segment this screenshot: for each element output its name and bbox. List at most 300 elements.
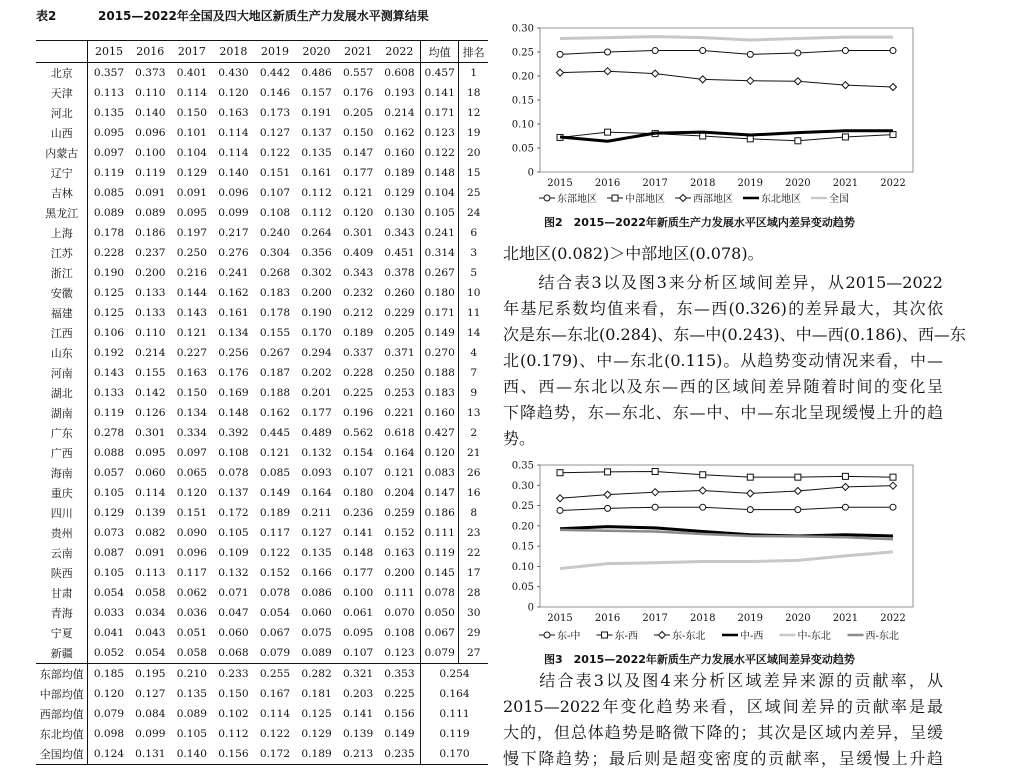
table-row	[36, 423, 488, 443]
value-cell: 0.228	[342, 367, 374, 379]
region-name: 江西	[36, 323, 88, 343]
value-cell: 0.084	[135, 708, 166, 720]
figure-3-chart	[503, 455, 943, 647]
legend-marker	[544, 632, 550, 638]
value-cell: 0.130	[384, 207, 415, 219]
region-name: 贵州	[36, 523, 88, 543]
data-point	[557, 69, 564, 76]
y-tick-label: 0.25	[511, 501, 534, 513]
value-cell: 0.294	[301, 347, 332, 359]
rank-cell: 21	[459, 443, 488, 463]
value-cell: 0.170	[420, 744, 488, 765]
value-cell: 0.097	[93, 147, 125, 159]
value-cell: 0.089	[135, 207, 166, 219]
x-tick-label: 2018	[689, 178, 716, 189]
value-cell: 0.225	[384, 688, 415, 700]
rank-cell: 27	[459, 643, 488, 664]
value-cell: 0.119	[420, 724, 488, 744]
text-line: 北(0.179)、中—东北(0.115)。从趋势变动情况来看，中—	[503, 351, 943, 370]
value-cell: 0.073	[93, 527, 125, 539]
table-row	[36, 383, 488, 403]
average-row	[36, 684, 488, 704]
region-name: 广东	[36, 423, 88, 443]
value-cell: 0.090	[176, 527, 208, 539]
rank-cell: 20	[459, 143, 488, 163]
value-cell: 0.089	[176, 708, 208, 720]
value-cell: 0.070	[384, 607, 415, 619]
value-cell: 0.147	[420, 483, 458, 503]
column-header: 均值	[420, 41, 458, 63]
value-cell: 0.120	[218, 87, 249, 99]
data-point	[795, 507, 801, 513]
value-cell: 0.127	[135, 688, 166, 700]
value-cell: 0.061	[342, 607, 374, 619]
value-cell: 0.125	[93, 307, 125, 319]
legend-label: 全国	[829, 194, 849, 205]
region-name: 山西	[36, 123, 88, 143]
data-point	[842, 82, 849, 89]
value-cell: 0.111	[420, 704, 488, 724]
data-point	[700, 504, 706, 510]
text-line: 下降趋势，东—东北、东—中、中—东北呈现缓慢上升的趋	[503, 403, 943, 422]
value-cell: 0.119	[93, 407, 125, 419]
value-cell: 0.255	[254, 664, 296, 685]
value-cell: 0.111	[420, 523, 458, 543]
value-cell: 0.353	[379, 664, 421, 685]
value-cell: 0.259	[384, 507, 415, 519]
value-cell: 0.140	[135, 107, 166, 119]
y-tick-label: 0.25	[511, 47, 534, 59]
value-cell: 0.357	[93, 67, 125, 79]
region-name: 湖北	[36, 383, 88, 403]
rank-cell: 23	[459, 523, 488, 543]
data-point	[605, 505, 611, 511]
value-cell: 0.270	[420, 343, 458, 363]
value-cell: 0.343	[384, 227, 415, 239]
value-cell: 0.225	[342, 387, 374, 399]
value-cell: 0.120	[420, 443, 458, 463]
value-cell: 0.122	[420, 143, 458, 163]
region-name: 江苏	[36, 243, 88, 263]
value-cell: 0.229	[384, 307, 415, 319]
average-row	[36, 664, 488, 685]
region-name: 北京	[36, 63, 88, 84]
value-cell: 0.172	[218, 507, 249, 519]
region-name: 陕西	[36, 563, 88, 583]
region-name: 山东	[36, 343, 88, 363]
table-row	[36, 263, 488, 283]
value-cell: 0.119	[135, 167, 166, 179]
value-cell: 0.096	[135, 127, 166, 139]
average-row	[36, 724, 488, 744]
legend-label: 东-中	[557, 631, 581, 642]
figure-2-chart	[503, 10, 943, 210]
value-cell: 0.104	[420, 183, 458, 203]
data-point	[747, 51, 753, 57]
data-point	[747, 77, 754, 84]
value-cell: 0.113	[93, 87, 125, 99]
table-row	[36, 183, 488, 203]
value-cell: 0.157	[301, 87, 332, 99]
value-cell: 0.189	[296, 744, 338, 765]
text-line: 2015—2022年变化趋势来看，区域间差异的贡献率是最	[503, 697, 943, 716]
average-label: 东北均值	[36, 724, 88, 744]
rank-cell: 2	[459, 423, 488, 443]
table-row	[36, 403, 488, 423]
value-cell: 0.121	[259, 447, 291, 459]
rank-cell: 6	[459, 223, 488, 243]
legend-marker	[602, 632, 608, 638]
value-cell: 0.148	[342, 547, 374, 559]
region-name: 青海	[36, 603, 88, 623]
value-cell: 0.095	[135, 447, 166, 459]
value-cell: 0.060	[301, 607, 332, 619]
value-cell: 0.054	[259, 607, 291, 619]
value-cell: 0.079	[93, 708, 125, 720]
legend-label: 西部地区	[693, 194, 733, 205]
value-cell: 0.058	[176, 647, 208, 659]
value-cell: 0.129	[301, 728, 332, 740]
value-cell: 0.133	[135, 287, 166, 299]
average-label: 东部均值	[36, 664, 88, 685]
value-cell: 0.129	[93, 507, 125, 519]
column-header: 排名	[459, 41, 488, 63]
rank-cell: 19	[459, 123, 488, 143]
table-row	[36, 123, 488, 143]
value-cell: 0.106	[93, 327, 125, 339]
value-cell: 0.233	[213, 664, 255, 685]
value-cell: 0.213	[337, 744, 379, 765]
value-cell: 0.186	[135, 227, 166, 239]
data-point	[652, 48, 658, 54]
y-tick-label: 0.30	[511, 23, 534, 35]
rank-cell: 8	[459, 503, 488, 523]
column-header: 2018	[213, 41, 255, 63]
value-cell: 0.378	[384, 267, 415, 279]
y-tick-label: 0	[527, 167, 534, 179]
x-tick-label: 2015	[547, 613, 573, 624]
legend-marker	[659, 632, 666, 639]
data-point	[890, 132, 896, 138]
value-cell: 0.054	[93, 587, 125, 599]
value-cell: 0.371	[384, 347, 415, 359]
value-cell: 0.188	[259, 387, 291, 399]
value-cell: 0.171	[420, 103, 458, 123]
value-cell: 0.562	[342, 427, 374, 439]
value-cell: 0.110	[135, 327, 166, 339]
value-cell: 0.051	[176, 627, 208, 639]
value-cell: 0.172	[254, 744, 296, 765]
series-line-5	[560, 552, 893, 569]
value-cell: 0.112	[301, 207, 332, 219]
x-tick-label: 2019	[737, 178, 764, 189]
value-cell: 0.343	[342, 267, 374, 279]
legend-label: 中部地区	[625, 194, 665, 205]
data-point	[747, 507, 753, 513]
value-cell: 0.101	[176, 127, 208, 139]
legend-marker	[680, 195, 687, 202]
value-cell: 0.162	[384, 127, 415, 139]
value-cell: 0.034	[135, 607, 166, 619]
region-name: 辽宁	[36, 163, 88, 183]
value-cell: 0.087	[93, 547, 125, 559]
value-cell: 0.137	[218, 487, 249, 499]
column-header: 2019	[254, 41, 296, 63]
text-line: 西、西—东北以及东—西的区域间差异随着时间的变化呈	[503, 377, 943, 396]
value-cell: 0.253	[384, 387, 415, 399]
value-cell: 0.190	[301, 307, 332, 319]
table-row	[36, 363, 488, 383]
table-row	[36, 63, 488, 84]
value-cell: 0.163	[218, 107, 249, 119]
value-cell: 0.186	[420, 503, 458, 523]
value-cell: 0.086	[301, 587, 332, 599]
data-point	[700, 48, 706, 54]
value-cell: 0.445	[259, 427, 291, 439]
value-cell: 0.122	[259, 547, 291, 559]
average-label: 全国均值	[36, 744, 88, 765]
value-cell: 0.107	[342, 647, 374, 659]
value-cell: 0.143	[93, 367, 125, 379]
value-cell: 0.178	[93, 227, 125, 239]
value-cell: 0.177	[301, 407, 332, 419]
value-cell: 0.085	[259, 467, 291, 479]
value-cell: 0.142	[135, 387, 166, 399]
value-cell: 0.160	[384, 147, 415, 159]
value-cell: 0.121	[384, 467, 415, 479]
value-cell: 0.156	[213, 744, 255, 765]
value-cell: 0.235	[379, 744, 421, 765]
value-cell: 0.068	[218, 647, 249, 659]
value-cell: 0.091	[176, 187, 208, 199]
data-point	[890, 504, 896, 510]
value-cell: 0.204	[384, 487, 415, 499]
x-tick-label: 2019	[737, 613, 764, 624]
y-tick-label: 0	[527, 602, 534, 614]
value-cell: 0.241	[218, 267, 249, 279]
value-cell: 0.146	[259, 87, 291, 99]
data-point	[652, 504, 658, 510]
data-point	[605, 469, 611, 475]
y-tick-label: 0.15	[511, 95, 534, 107]
value-cell: 0.095	[176, 207, 208, 219]
value-cell: 0.196	[342, 407, 374, 419]
value-cell: 0.221	[384, 407, 415, 419]
value-cell: 0.058	[135, 587, 166, 599]
data-point	[700, 472, 706, 478]
value-cell: 0.067	[259, 627, 291, 639]
value-cell: 0.236	[342, 507, 374, 519]
value-cell: 0.127	[259, 127, 291, 139]
data-point	[699, 76, 706, 83]
value-cell: 0.170	[301, 327, 332, 339]
value-cell: 0.166	[301, 567, 332, 579]
value-cell: 0.114	[176, 87, 208, 99]
rank-cell: 22	[459, 543, 488, 563]
text-line: 结合表3以及图3来分析区域间差异，从2015—2022	[503, 273, 943, 292]
value-cell: 0.078	[218, 467, 249, 479]
value-cell: 0.141	[342, 527, 374, 539]
region-name: 黑龙江	[36, 203, 88, 223]
table-row	[36, 243, 488, 263]
value-cell: 0.155	[135, 367, 166, 379]
y-tick-label: 0.15	[511, 541, 534, 553]
text-line: 结合表3以及图4来分析区域差异来源的贡献率，从	[503, 671, 943, 690]
value-cell: 0.147	[342, 147, 374, 159]
x-tick-label: 2021	[832, 613, 859, 624]
value-cell: 0.097	[176, 447, 208, 459]
value-cell: 0.114	[218, 127, 249, 139]
table-row	[36, 643, 488, 664]
data-point	[604, 491, 611, 498]
legend-label: 中-东北	[797, 631, 831, 642]
value-cell: 0.109	[218, 547, 249, 559]
data-point	[794, 487, 801, 494]
value-cell: 0.144	[176, 287, 208, 299]
value-cell: 0.113	[135, 567, 166, 579]
value-cell: 0.119	[93, 167, 125, 179]
value-cell: 0.105	[93, 487, 125, 499]
value-cell: 0.162	[218, 287, 249, 299]
table-row	[36, 563, 488, 583]
y-tick-label: 0.20	[511, 521, 534, 533]
rank-cell: 10	[459, 283, 488, 303]
column-header: 2022	[379, 41, 421, 63]
value-cell: 0.085	[93, 187, 125, 199]
value-cell: 0.180	[420, 283, 458, 303]
rank-cell: 1	[459, 63, 488, 84]
data-point	[890, 474, 896, 480]
value-cell: 0.112	[301, 187, 332, 199]
value-cell: 0.392	[218, 427, 249, 439]
value-cell: 0.043	[135, 627, 166, 639]
table-caption	[36, 6, 488, 24]
y-tick-label: 0.10	[511, 119, 534, 131]
value-cell: 0.401	[176, 67, 208, 79]
value-cell: 0.149	[259, 487, 291, 499]
value-cell: 0.185	[88, 664, 130, 685]
value-cell: 0.107	[259, 187, 291, 199]
value-cell: 0.301	[135, 427, 166, 439]
value-cell: 0.430	[218, 67, 249, 79]
table-row	[36, 83, 488, 103]
table-row	[36, 343, 488, 363]
plot-area	[540, 28, 913, 172]
rank-cell: 24	[459, 203, 488, 223]
rank-cell: 30	[459, 603, 488, 623]
value-cell: 0.250	[384, 367, 415, 379]
value-cell: 0.088	[93, 447, 125, 459]
value-cell: 0.036	[176, 607, 208, 619]
region-name: 甘肃	[36, 583, 88, 603]
value-cell: 0.200	[135, 267, 166, 279]
table-row	[36, 483, 488, 503]
value-cell: 0.096	[176, 547, 208, 559]
table-header	[36, 41, 488, 63]
value-cell: 0.282	[296, 664, 338, 685]
table-row	[36, 603, 488, 623]
value-cell: 0.212	[342, 307, 374, 319]
value-cell: 0.089	[301, 647, 332, 659]
column-header: 2020	[296, 41, 338, 63]
rank-cell: 29	[459, 623, 488, 643]
legend-label: 中-西	[740, 631, 764, 642]
value-cell: 0.217	[218, 227, 249, 239]
value-cell: 0.121	[342, 187, 374, 199]
rank-cell: 5	[459, 263, 488, 283]
value-cell: 0.180	[342, 487, 374, 499]
value-cell: 0.149	[420, 323, 458, 343]
region-name: 安徽	[36, 283, 88, 303]
value-cell: 0.177	[342, 567, 374, 579]
x-tick-label: 2015	[547, 178, 573, 189]
value-cell: 0.083	[420, 463, 458, 483]
region-name: 四川	[36, 503, 88, 523]
value-cell: 0.079	[420, 643, 458, 664]
region-name: 重庆	[36, 483, 88, 503]
value-cell: 0.189	[384, 167, 415, 179]
data-point	[842, 483, 849, 490]
value-cell: 0.304	[259, 247, 291, 259]
value-cell: 0.216	[176, 267, 208, 279]
table-row	[36, 323, 488, 343]
value-cell: 0.078	[420, 583, 458, 603]
table-row	[36, 583, 488, 603]
value-cell: 0.117	[259, 527, 291, 539]
value-cell: 0.486	[301, 67, 332, 79]
legend-label: 东-西	[614, 631, 638, 642]
y-tick-label: 0.30	[511, 480, 534, 492]
value-cell: 0.148	[218, 407, 249, 419]
data-point	[699, 487, 706, 494]
value-cell: 0.200	[301, 287, 332, 299]
value-cell: 0.156	[384, 708, 415, 720]
table-row	[36, 223, 488, 243]
value-cell: 0.135	[301, 547, 332, 559]
value-cell: 0.241	[420, 223, 458, 243]
value-cell: 0.140	[218, 167, 249, 179]
x-tick-label: 2017	[642, 178, 668, 189]
value-cell: 0.190	[93, 267, 125, 279]
series-line-5	[560, 37, 893, 40]
value-cell: 0.105	[176, 728, 208, 740]
text-line: 次是东—东北(0.284)、东—中(0.243)、中—西(0.186)、西—东	[503, 325, 966, 344]
value-cell: 0.267	[420, 263, 458, 283]
value-cell: 0.060	[135, 467, 166, 479]
value-cell: 0.276	[218, 247, 249, 259]
value-cell: 0.105	[420, 203, 458, 223]
value-cell: 0.119	[420, 543, 458, 563]
data-point	[557, 51, 563, 57]
value-cell: 0.163	[176, 367, 208, 379]
data-point	[795, 474, 801, 480]
data-point	[557, 495, 564, 502]
value-cell: 0.145	[420, 563, 458, 583]
value-cell: 0.232	[342, 287, 374, 299]
value-cell: 0.489	[301, 427, 332, 439]
value-cell: 0.123	[384, 647, 415, 659]
text-line: 北地区(0.082)＞中部地区(0.078)。	[503, 244, 764, 263]
value-cell: 0.155	[259, 327, 291, 339]
value-cell: 0.117	[176, 567, 208, 579]
region-name: 宁夏	[36, 623, 88, 643]
value-cell: 0.151	[176, 507, 208, 519]
value-cell: 0.267	[259, 347, 291, 359]
value-cell: 0.150	[218, 688, 249, 700]
region-name: 河南	[36, 363, 88, 383]
value-cell: 0.137	[301, 127, 332, 139]
value-cell: 0.150	[176, 107, 208, 119]
